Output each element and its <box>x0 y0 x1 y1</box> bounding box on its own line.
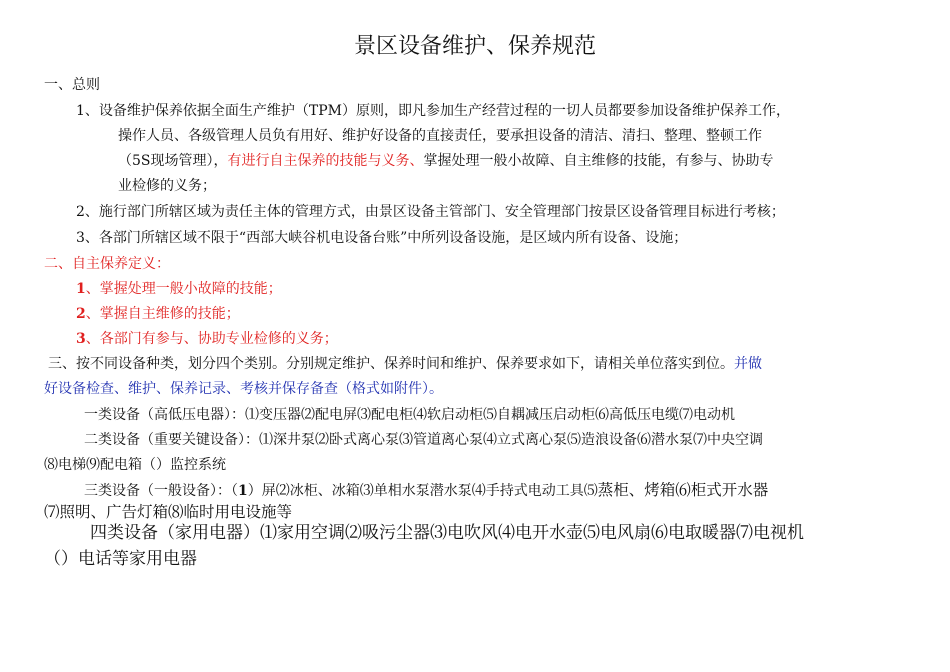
item-text: 、掌握处理一般小故障的技能； <box>85 281 282 297</box>
section-1-item-1-line-1: 1、设备维护保养依据全面生产维护（TPM）原则，即凡参加生产经营过程的一切人员都要参加设备维护保养工作， <box>76 103 790 119</box>
section-1-item-1-line-4: 业检修的义务； <box>118 178 216 194</box>
page-title: 景区设备维护、保养规范 <box>353 34 596 59</box>
highlight-red-text: 有进行自主保养的技能与义务、 <box>227 153 424 169</box>
section-1-item-3: 3、各部门所辖区域不限于“西部大峡谷机电设备台账”中所列设备设施，是区域内所有设备、设施； <box>76 230 688 246</box>
category-3-line-1 <box>84 480 768 500</box>
section-3-line-2: 好设备检查、维护、保养记录、考核并保存备查（格式如附件）。 <box>44 381 443 397</box>
category-2-line-1: 二类设备（重要关键设备）：⑴深井泵⑵卧式离心泵⑶管道离心泵⑷立式离心泵⑸造浪设备⑹潜水泵⑺中央空调 <box>84 432 763 448</box>
category-1: 一类设备（高低压电器）：⑴变压器⑵配电屏⑶配电柜⑷软启动柜⑸自耦减压启动柜⑹高低压电缆⑺电动机 <box>84 407 735 423</box>
text-segment: （5S现场管理）， <box>118 153 228 169</box>
category-4-line-1: 四类设备（家用电器）⑴家用空调⑵吸污尘器⑶电吹风⑷电开水壶⑸电风扇⑹电取暖器⑺电视机 <box>90 523 804 543</box>
section-1-heading: 一、总则 <box>44 77 100 93</box>
item-text: 、掌握自主维修的技能； <box>85 306 240 322</box>
section-2-item-1 <box>76 280 282 298</box>
text-segment: ）屏⑵冰柜、冰箱⑶单相水泵潜水泵⑷手持式电动工具⑸ <box>247 483 598 499</box>
text-segment: 三类设备（一般设备）：（ <box>84 483 238 499</box>
item-number: 3 <box>76 331 86 347</box>
text-segment: 三、按不同设备种类，划分四个类别。分别规定维护、保养时间和维护、保养要求如下，请相关单位落实到位。 <box>48 356 734 372</box>
highlight-blue-text: 并做 <box>734 356 762 372</box>
item-text: 、各部门有参与、协助专业检修的义务； <box>85 331 338 347</box>
section-3-line-1 <box>48 355 762 373</box>
category-3-line-2: ⑺照明、广告灯箱⑻临时用电设施等 <box>44 503 293 521</box>
section-1-item-1-line-3 <box>118 152 774 170</box>
section-2-item-3 <box>76 330 338 348</box>
section-2-heading: 二、自主保养定义： <box>44 256 170 272</box>
section-2-item-2 <box>76 305 240 323</box>
text-segment: 掌握处理一般小故障、自主维修的技能，有参与、协助专 <box>423 153 774 169</box>
item-number: 1 <box>238 483 248 499</box>
section-1-item-2: 2、施行部门所辖区域为责任主体的管理方式，由景区设备主管部门、安全管理部门按景区设备管理目标进行考核； <box>76 204 785 220</box>
text-segment: 蒸柜、烤箱⑹柜式开水器 <box>597 481 769 499</box>
category-2-line-2: ⑻电梯⑼配电箱（）监控系统 <box>44 457 226 473</box>
item-number: 1 <box>76 281 86 297</box>
category-4-line-2: （）电话等家用电器 <box>44 549 197 569</box>
section-1-item-1-line-2: 操作人员、各级管理人员负有用好、维护好设备的直接责任，要承担设备的清洁、清扫、整理、整顿工作 <box>118 128 762 144</box>
item-number: 2 <box>76 306 86 322</box>
